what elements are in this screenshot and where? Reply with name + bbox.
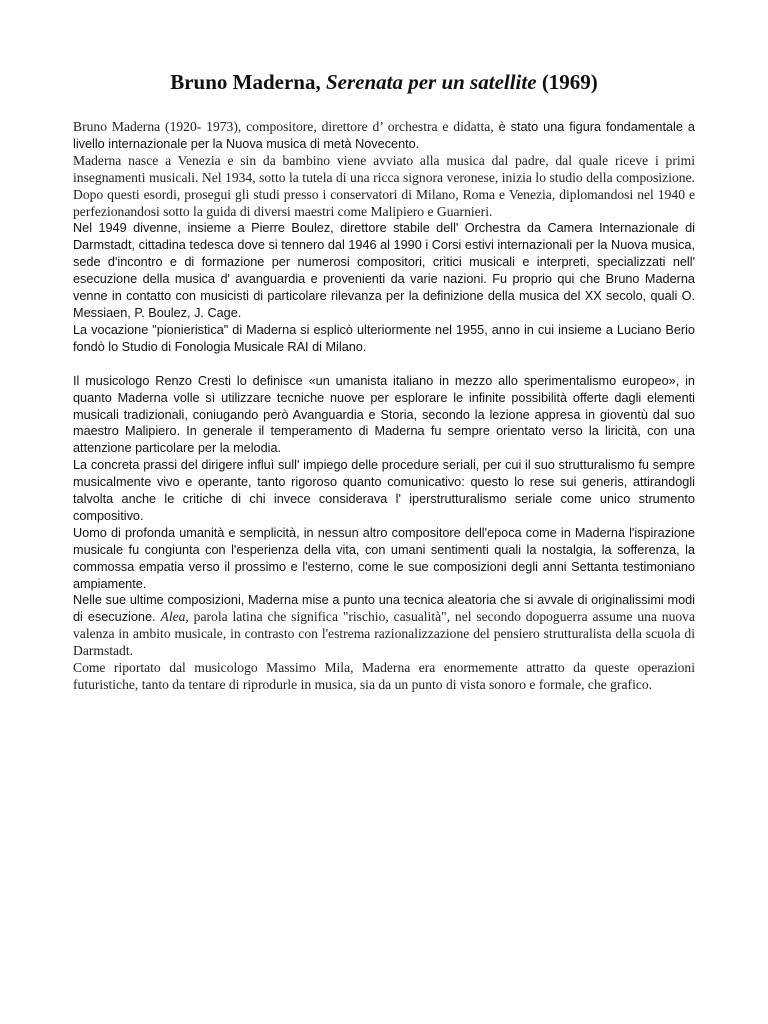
intro-end: . xyxy=(415,135,420,151)
intro-sans-text: è stato una figura fondamentale a livello internazionale per la Nuova musica di metà Novecento xyxy=(73,120,695,151)
paragraph-darmstadt: Nel 1949 divenne, insieme a Pierre Boulez, direttore stabile dell' Orchestra da Camera Internazionale di Darmstadt, cittadina tedesca dove si tennero dal 1946 al 1990 i Corsi estivi internazionali per la Nuova musica, sede d'incontro e di formazione per numerosi compositori, critici musicali e interpreti, specializzati nell' esecuzione della musica d' avanguardia e provenienti da varie nazioni. Fu proprio qui che Bruno Maderna venne in contatto con musicisti di particolare rilevanza per la definizione della musica del XX secolo, quali O. Messiaen, P. Boulez, J. Cage. xyxy=(73,221,695,320)
paragraph-early-life: Maderna nasce a Venezia e sin da bambino viene avviato alla musica dal padre, dal quale riceve i primi insegnamenti musicali. Nel 1934, sotto la tutela di una ricca signora veronese, inizia lo studio della composizione. Dopo questi esordi, prosegui gli studi presso i conservatori di Milano, Roma e Venezia, diplomandosi nel 1940 e perfezionandosi sotto la guida di diversi maestri come Malipiero e Guarnieri. xyxy=(73,152,695,219)
intro-serif-text: Bruno Maderna (1920- 1973), compositore, direttore d’ orchestra e didatta, xyxy=(73,119,499,134)
paragraph-fonologia: La vocazione "pionieristica" di Maderna si esplicò ulteriormente nel 1955, anno in cui insieme a Luciano Berio fondò lo Studio di Fonologia Musicale RAI di Milano. xyxy=(73,322,695,354)
paragraph-humanity: Uomo di profonda umanità e semplicità, in nessun altro compositore dell'epoca come in Maderna l'ispirazione musicale fu congiunta con l'esperienza della vita, con umani sentimenti quali la nostalgia, la sofferenza, la commossa empatia verso il prossimo e l'esterno, come le sue composizioni degli anni Settanta testimoniano ampiamente. xyxy=(73,525,695,591)
alea-serif-text: parola latina che significa "rischio, casualità", nel secondo dopoguerra assume una nuova valenza in ambito musicale, in contrasto con l'estrema razionalizzazione del pensiero strutturalista della scuola di Darmstadt. xyxy=(73,609,696,659)
paragraph-alea xyxy=(73,592,695,660)
alea-sans-text: Nelle sue ultime composizioni, Maderna mise a punto una tecnica aleatoria che si avvale di originalissimi modi di esecuzione. xyxy=(73,593,695,625)
paragraph-intro xyxy=(73,119,695,153)
title-prefix: Bruno Maderna, xyxy=(170,70,326,94)
document-title xyxy=(0,68,768,96)
alea-italic-word: Alea, xyxy=(160,609,189,625)
title-work: Serenata per un satellite xyxy=(325,70,537,94)
paragraph-cresti: Il musicologo Renzo Cresti lo definisce «un umanista italiano in mezzo allo sperimentalismo europeo», in quanto Maderna volle sì utilizzare tecniche nuove per esplorare le infinite possibilità offerte dagli elementi musicali tradizionali, coniugando però Avanguardia e Storia, secondo la lezione appresa in gioventù dal suo maestro Malipiero. In generale il temperamento di Maderna fu sempre orientato verso la liricità, con una attenzione particolare per la melodia. xyxy=(73,373,695,456)
paragraph-gap xyxy=(73,356,695,373)
paragraph-mila: Come riportato dal musicologo Massimo Mila, Maderna era enormemente attratto da queste operazioni futuristiche, tanto da tentare di riprodurle in musica, sia da un punto di vista sonoro e formale, che grafico. xyxy=(73,660,695,692)
document-body xyxy=(73,119,695,694)
title-year: (1969) xyxy=(536,70,598,94)
paragraph-serialism: La concreta prassi del dirigere influì sull' impiego delle procedure seriali, per cui il suo strutturalismo fu sempre musicalmente vivo e operante, tanto rigoroso quanto comunicativo: questo lo rese sui generis, attirandogli talvolta anche le critiche di chi invece considerava l' iperstrutturalismo seriale come unico strumento compositivo. xyxy=(73,458,695,523)
